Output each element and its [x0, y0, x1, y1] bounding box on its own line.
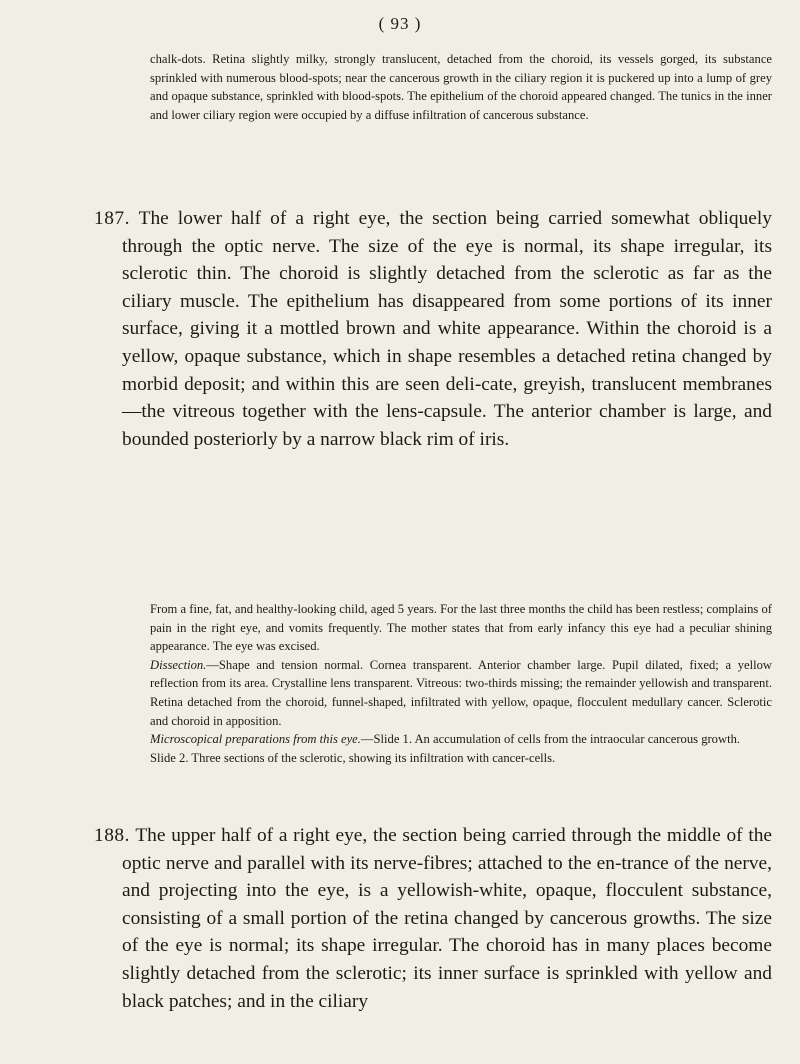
slide-note: Slide 2. Three sections of the sclerotic, showing its infiltration with cancer-cells.	[150, 750, 556, 765]
entry-188-text	[94, 822, 773, 1015]
entry-description: The lower half of a right eye, the section being carried somewhat obliquely through the optic nerve. The size of the eye is normal, its shape irregular, its sclerotic thin. The choroid is slightly detached from the sclerotic as far as the ciliary muscle. The epithelium has disappeared from some portions of its inner surface, giving it a mottled brown and white appearance. Within the choroid is a yellow, opaque substance, which in shape resembles a detached retina changed by morbid deposit; and within this are seen deli-cate, greyish, translucent membranes—the vitreous together with the lens-capsule. The anterior chamber is large, and bounded posteriorly by a narrow black rim of iris.	[122, 208, 772, 450]
entry-number: 188.	[94, 825, 130, 846]
entry-187-notes	[150, 600, 772, 767]
case-history: From a fine, fat, and healthy-looking child, aged 5 years. For the last three months the child has been restless; complains of pain in the right eye, and vomits frequently. The mother states that from early infancy this eye had a peculiar shining appearance. The eye was excised.	[150, 602, 772, 654]
paragraph-text: chalk-dots. Retina slightly milky, strongly translucent, detached from the choroid, its vessels gorged, its substance sprinkled with numerous blood-spots; near the cancerous growth in the ciliary region it is puckered up into a lump of grey and opaque substance, sprinkled with blood-spots. The epithelium of the choroid appeared changed. The tunics in the inner and lower ciliary region were occupied by a diffuse infiltration of cancerous substance.	[150, 52, 772, 122]
page-number: ( 93 )	[378, 14, 422, 33]
microscopy-text: —Slide 1. An accumulation of cells from the intraocular cancerous growth.	[360, 732, 741, 747]
entry-number: 187.	[94, 208, 130, 229]
entry-187-text	[94, 205, 772, 453]
entry-description: The upper half of a right eye, the section being carried through the middle of the optic nerve and parallel with its nerve-fibres; attached to the en-trance of the nerve, and projecting into the eye, is a yellowish-white, opaque, flocculent substance, consisting of a small portion of the retina changed by cancerous growths. The size of the eye is normal; its shape irregular. The choroid has in many places become slightly detached from the sclerotic; its inner surface is sprinkled with yellow and black patches; and in the ciliary	[122, 825, 773, 1012]
continued-paragraph	[150, 50, 772, 124]
entry-187	[94, 205, 772, 453]
microscopy-note	[150, 730, 772, 749]
microscopy-label: Microscopical preparations from this eye.	[150, 732, 361, 747]
dissection-label: Dissection.	[150, 657, 207, 672]
dissection-text: —Shape and tension normal. Cornea transparent. Anterior chamber large. Pupil dilated, fixed; a yellow reflection from its area. Crystalline lens transparent. Vitreous: two-thirds missing; the remainder yellowish and transparent. Retina detached from the choroid, funnel-shaped, infiltrated with yellow, opaque, flocculent medullary cancer. Sclerotic and choroid in apposition.	[150, 657, 772, 728]
dissection-note	[150, 656, 772, 730]
entry-188	[94, 822, 773, 1015]
